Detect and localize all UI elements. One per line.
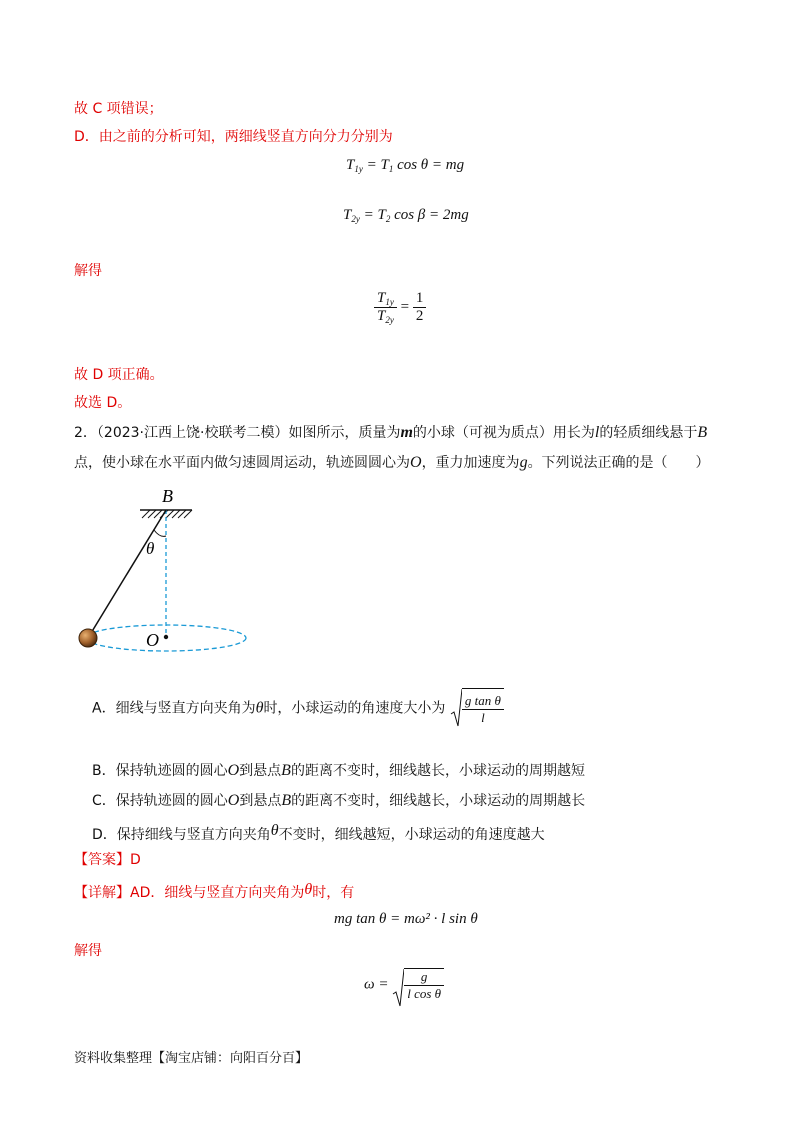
d-correct-text: 故 D 项正确。 [74,367,164,383]
conical-pendulum-figure [70,480,260,660]
label-b: B [162,486,173,506]
equation-force-balance: mg tan θ = mω² · l sin θ [334,911,478,927]
option-d: D．保持细线与竖直方向夹角θ不变时，细线越短，小球运动的角速度越大 [92,822,545,843]
c-wrong-text: 故 C 项错误； [74,101,163,117]
string-line [88,510,166,638]
equation-t2y: $T_{2y} = T_2$ cos β = 2mg [343,207,469,224]
omega-equation: ω = $\frac{g}{\text{l cos θ}}$ [364,968,444,1002]
label-theta: θ [146,539,155,558]
solve-label-2: 解得 [74,943,102,959]
footer-text: 资料收集整理【淘宝店铺：向阳百分百】 [74,1051,309,1066]
choose-text: 故选 D。 [74,395,132,411]
omega-sqrt: $\frac{g}{\text{l cos θ}}$ [392,968,444,1002]
d-intro-text: D．由之前的分析可知，两细线竖直方向分力分别为 [74,129,393,145]
option-a: A．细线与竖直方向夹角为θ时，小球运动的角速度大小为 $\frac{\text{g tan θ}}{l}$ [92,688,504,729]
ball [79,629,97,647]
ceiling-hatching [142,510,192,518]
center-dot [164,635,168,639]
label-o: O [146,630,159,650]
equation-t1y: $T_{1y} = T_1$ cos θ = mg [346,157,465,174]
angle-arc [154,530,166,536]
ratio-equation: $\frac{T_{1y}}{T_{2y}}$ = $\frac{1}{2}$ [374,290,426,325]
answer-line: 【答案】D [74,852,141,868]
question-stem: 2．（2023·江西上饶·校联考二模）如图所示，质量为m的小球（可视为质点）用长为l的轻质细线悬于B 点，使小球在水平面内做匀速圆周运动，轨迹圆圆心为O，重力加速度为g。下列说法正确的是（ ） [74,424,710,471]
option-c: C．保持轨迹圆的圆心O到悬点B的距离不变时，细线越长，小球运动的周期越长 [92,792,586,809]
detail-line: 【详解】AD．细线与竖直方向夹角为θ时，有 [74,881,355,901]
sqrt-expression: $\frac{\text{g tan θ}}{l}$ [450,688,504,729]
solve-label: 解得 [74,263,102,279]
option-b: B．保持轨迹圆的圆心O到悬点B的距离不变时，细线越长，小球运动的周期越短 [92,762,585,779]
